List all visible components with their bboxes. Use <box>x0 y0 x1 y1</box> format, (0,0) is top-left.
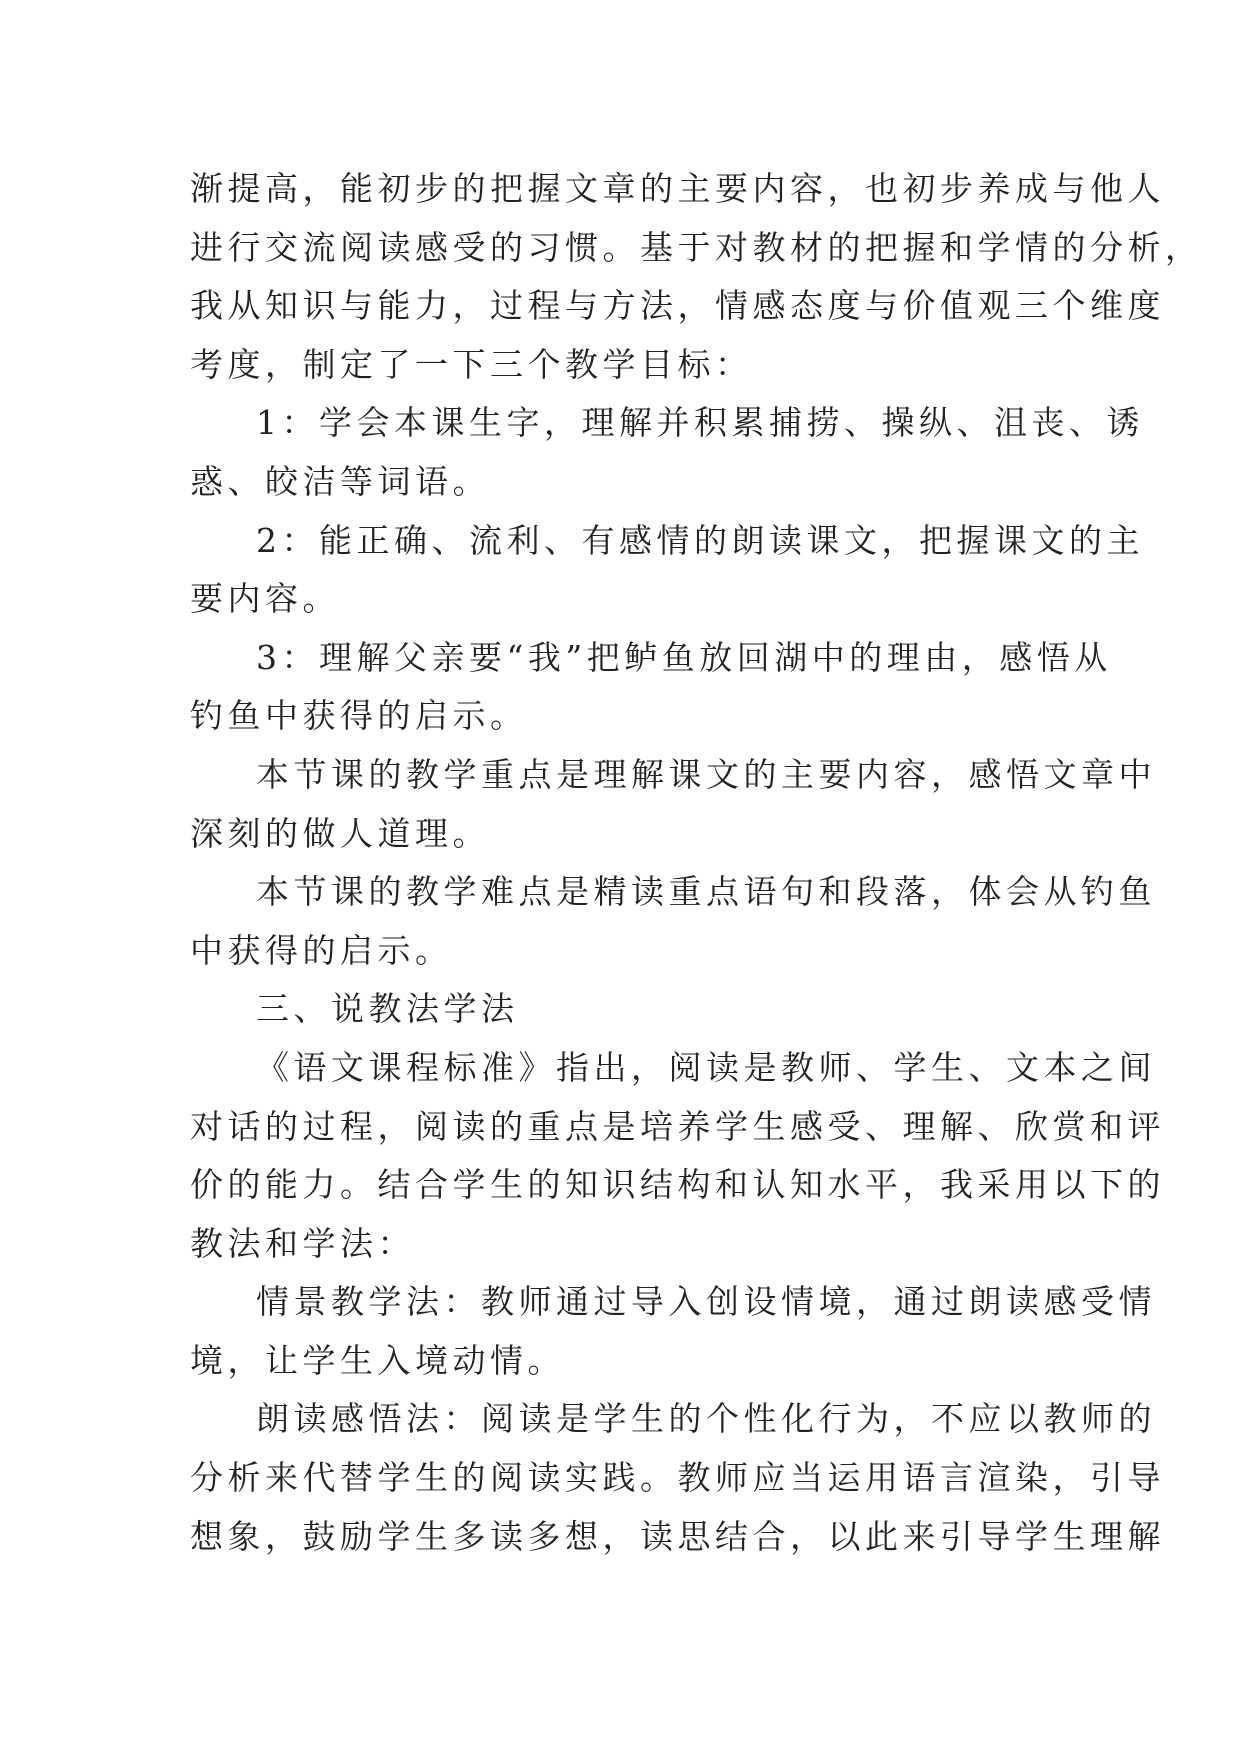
text-line: 《语文课程标准》指出，阅读是教师、学生、文本之间 <box>256 1047 1156 1087</box>
text-line: 分析来代替学生的阅读实践。教师应当运用语言渲染，引导 <box>190 1458 1165 1498</box>
text-line: 本节课的教学重点是理解课文的主要内容，感悟文章中 <box>256 754 1156 794</box>
text-line: 惑、皎洁等词语。 <box>190 461 490 501</box>
text-line: 本节课的教学难点是精读重点语句和段落，体会从钓鱼 <box>256 872 1156 912</box>
text-line: 考度，制定了一下三个教学目标： <box>190 344 753 384</box>
text-line: 1：学会本课生字，理解并积累捕捞、操纵、沮丧、诱 <box>256 403 1144 443</box>
section-heading: 三、说教法学法 <box>256 989 519 1029</box>
text-line: 2：能正确、流利、有感情的朗读课文，把握课文的主 <box>256 520 1144 560</box>
text-line: 渐提高，能初步的把握文章的主要内容，也初步养成与他人 <box>190 169 1165 208</box>
text-line: 我从知识与能力，过程与方法，情感态度与价值观三个维度 <box>190 286 1165 326</box>
text-line: 中获得的启示。 <box>190 930 453 970</box>
text-line: 进行交流阅读感受的习惯。基于对教材的把握和学情的分析， <box>190 227 1203 267</box>
text-line: 教法和学法： <box>190 1223 415 1263</box>
text-line: 朗读感悟法：阅读是学生的个性化行为，不应以教师的 <box>256 1399 1156 1439</box>
text-line: 想象，鼓励学生多读多想，读思结合，以此来引导学生理解 <box>190 1516 1165 1556</box>
body-text <box>190 160 1203 1566</box>
text-line: 价的能力。结合学生的知识结构和认知水平，我采用以下的 <box>190 1165 1165 1205</box>
text-line: 境，让学生入境动情。 <box>190 1340 565 1380</box>
text-line: 3：理解父亲要“我”把鲈鱼放回湖中的理由，感悟从 <box>256 637 1112 677</box>
text-line: 对话的过程，阅读的重点是培养学生感受、理解、欣赏和评 <box>190 1106 1165 1146</box>
text-line: 深刻的做人道理。 <box>190 813 490 853</box>
text-line: 情景教学法：教师通过导入创设情境，通过朗读感受情 <box>256 1282 1156 1322</box>
text-line: 钓鱼中获得的启示。 <box>190 696 528 736</box>
text-line: 要内容。 <box>190 579 340 619</box>
